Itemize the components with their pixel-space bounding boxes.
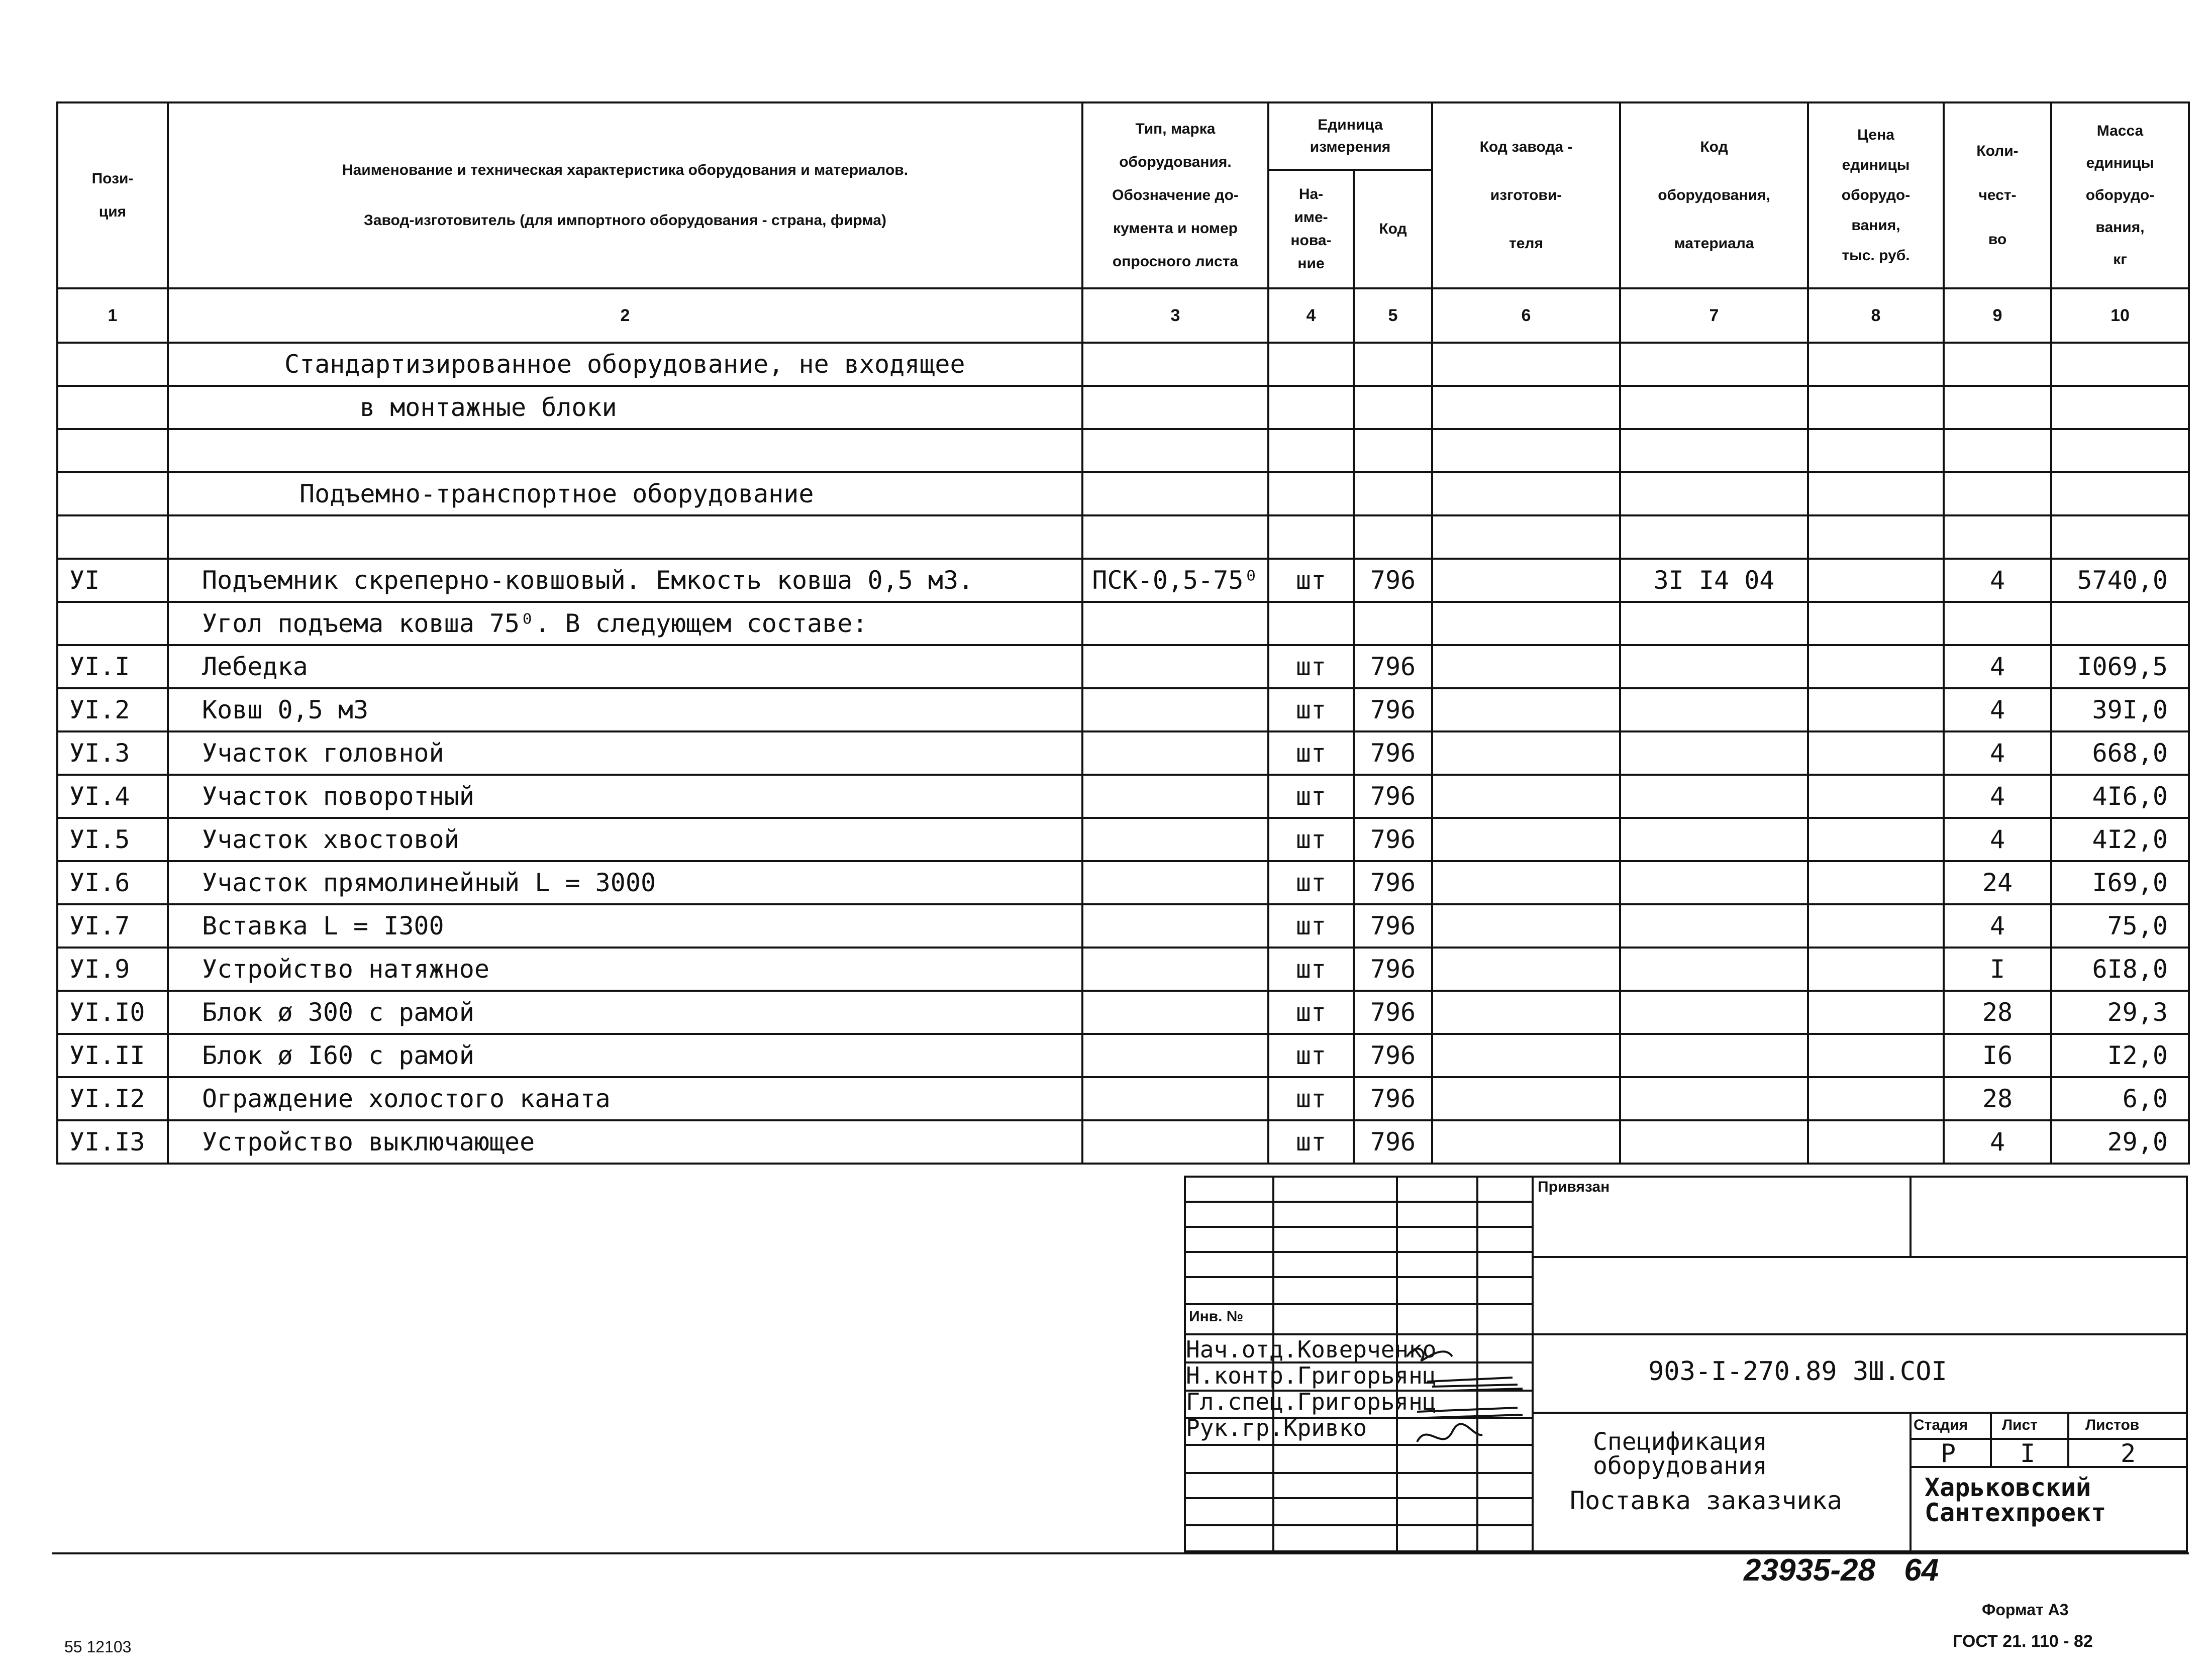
item-mass: 5740,0	[2051, 559, 2189, 602]
item-unit: шт	[1268, 904, 1354, 948]
table-row	[57, 645, 2189, 688]
item-mass: 6I8,0	[2051, 948, 2189, 991]
item-position: УI.3	[57, 731, 168, 775]
item-type	[1082, 775, 1268, 818]
col-number-8: 8	[1808, 288, 1944, 343]
inventory-number-label: Инв. №	[1189, 1308, 1244, 1325]
signature-role: Рук.гр.	[1186, 1414, 1283, 1441]
table-row	[57, 688, 2189, 731]
item-mass: I69,0	[2051, 861, 2189, 904]
item-price	[1808, 991, 1944, 1034]
item-name: Вставка L = I300	[168, 904, 1082, 948]
item-type	[1082, 861, 1268, 904]
item-type	[1082, 948, 1268, 991]
item-equipment-code	[1620, 645, 1808, 688]
header-name: Наименование и техническая характеристика оборудования и материалов. Завод-изготовитель (для импортного оборудования - страна, фирма)	[168, 102, 1082, 288]
item-name: Лебедка	[168, 645, 1082, 688]
item-price	[1808, 645, 1944, 688]
table-row	[57, 1120, 2189, 1164]
item-unit-code: 796	[1354, 559, 1432, 602]
section-title: в монтажные блоки	[168, 386, 1082, 429]
item-position: УI	[57, 559, 168, 602]
item-maker-code	[1432, 948, 1620, 991]
item-equipment-code	[1620, 948, 1808, 991]
item-mass: 4I6,0	[2051, 775, 2189, 818]
item-unit-code: 796	[1354, 775, 1432, 818]
item-unit-code: 796	[1354, 1120, 1432, 1164]
print-code: 55 12103	[64, 1638, 132, 1656]
table-row	[57, 991, 2189, 1034]
table-row	[57, 559, 2189, 602]
item-position: УI.4	[57, 775, 168, 818]
header-mass: Масса единицы оборудо- вания, кг	[2051, 102, 2189, 288]
item-unit: шт	[1268, 559, 1354, 602]
item-quantity: 4	[1944, 1120, 2051, 1164]
section-title: Стандартизированное оборудование, не входящее	[168, 343, 1082, 386]
col-number-6: 6	[1432, 288, 1620, 343]
organization-line: Харьковский	[1925, 1473, 2091, 1502]
item-type: ПСК-0,5-75⁰	[1082, 559, 1268, 602]
signature-name: Кривко	[1283, 1414, 1367, 1441]
item-unit: шт	[1268, 818, 1354, 861]
item-unit-code: 796	[1354, 861, 1432, 904]
table-row	[57, 1034, 2189, 1077]
item-name: Участок головной	[168, 731, 1082, 775]
gost-label: ГОСТ 21. 110 - 82	[1953, 1632, 2093, 1651]
item-equipment-code	[1620, 904, 1808, 948]
item-quantity: 4	[1944, 775, 2051, 818]
item-unit-code: 796	[1354, 818, 1432, 861]
archive-number-value: 23935-28	[1744, 1553, 1876, 1588]
item-equipment-code	[1620, 861, 1808, 904]
stage-label: Стадия	[1914, 1417, 1968, 1433]
item-quantity: 4	[1944, 904, 2051, 948]
document-title-line: Спецификация	[1593, 1428, 1767, 1456]
item-price	[1808, 1034, 1944, 1077]
item-unit-code: 796	[1354, 904, 1432, 948]
item-quantity: 24	[1944, 861, 2051, 904]
table-row	[57, 948, 2189, 991]
item-equipment-code	[1620, 1077, 1808, 1120]
item-unit: шт	[1268, 1034, 1354, 1077]
item-mass: I069,5	[2051, 645, 2189, 688]
handwritten-signatures-icon	[1397, 1336, 1533, 1457]
item-maker-code	[1432, 775, 1620, 818]
sheets-value: 2	[2121, 1439, 2136, 1468]
document-title-line: оборудования	[1593, 1452, 1767, 1480]
item-position: УI.I2	[57, 1077, 168, 1120]
item-unit-code: 796	[1354, 731, 1432, 775]
organization-name	[1925, 1475, 2106, 1525]
item-mass: 4I2,0	[2051, 818, 2189, 861]
signature-role: Н.контр.	[1186, 1362, 1297, 1389]
section-row	[57, 386, 2189, 429]
item-type	[1082, 818, 1268, 861]
item-position: УI.I0	[57, 991, 168, 1034]
item-maker-code	[1432, 991, 1620, 1034]
signature-name: Коверченко	[1297, 1336, 1437, 1363]
item-equipment-code	[1620, 775, 1808, 818]
stage-value: Р	[1941, 1439, 1956, 1468]
format-label: Формат А3	[1982, 1601, 2069, 1619]
section-title: Подъемно-транспортное оборудование	[168, 472, 1082, 515]
item-unit: шт	[1268, 731, 1354, 775]
header-quantity: Коли- чест- во	[1944, 102, 2051, 288]
page-number: 64	[1904, 1553, 1939, 1588]
item-quantity: 4	[1944, 559, 2051, 602]
signature-name: Григорьянц	[1297, 1362, 1437, 1389]
item-unit-code: 796	[1354, 991, 1432, 1034]
signature-name: Григорьянц	[1297, 1388, 1437, 1415]
item-name: Блок ø I60 с рамой	[168, 1034, 1082, 1077]
item-price	[1808, 688, 1944, 731]
item-name: Блок ø 300 с рамой	[168, 991, 1082, 1034]
item-quantity: 4	[1944, 731, 2051, 775]
item-price	[1808, 1120, 1944, 1164]
item-unit-code: 796	[1354, 948, 1432, 991]
item-name: Участок поворотный	[168, 775, 1082, 818]
item-unit-code: 796	[1354, 1034, 1432, 1077]
item-unit-code: 796	[1354, 688, 1432, 731]
item-unit: шт	[1268, 775, 1354, 818]
item-maker-code	[1432, 1077, 1620, 1120]
item-unit: шт	[1268, 1120, 1354, 1164]
header-unit: Единица измерения	[1268, 102, 1432, 170]
item-maker-code	[1432, 1120, 1620, 1164]
col-number-9: 9	[1944, 288, 2051, 343]
item-price	[1808, 904, 1944, 948]
sheet-value: I	[2020, 1439, 2036, 1468]
privyazan-label: Привязан	[1538, 1179, 1610, 1195]
col-number-7: 7	[1620, 288, 1808, 343]
table-row	[57, 861, 2189, 904]
item-mass: 6,0	[2051, 1077, 2189, 1120]
sheet-label: Лист	[2002, 1417, 2038, 1433]
item-quantity: 28	[1944, 1077, 2051, 1120]
col-number-1: 1	[57, 288, 168, 343]
item-position: УI.I	[57, 645, 168, 688]
organization-line: Сантехпроект	[1925, 1498, 2106, 1527]
item-name: Устройство натяжное	[168, 948, 1082, 991]
item-equipment-code	[1620, 688, 1808, 731]
item-position: УI.I3	[57, 1120, 168, 1164]
item-name: Подъемник скреперно-ковшовый. Емкость ковша 0,5 м3.	[168, 559, 1082, 602]
item-mass: 39I,0	[2051, 688, 2189, 731]
item-position: УI.7	[57, 904, 168, 948]
col-number-10: 10	[2051, 288, 2189, 343]
header-maker-code: Код завода - изготови- теля	[1432, 102, 1620, 288]
item-name: Участок хвостовой	[168, 818, 1082, 861]
item-position: УI.5	[57, 818, 168, 861]
table-row	[57, 731, 2189, 775]
header-equipment-code: Код оборудования, материала	[1620, 102, 1808, 288]
item-maker-code	[1432, 818, 1620, 861]
item-type	[1082, 904, 1268, 948]
item-name: Ковш 0,5 м3	[168, 688, 1082, 731]
table-row	[57, 602, 2189, 645]
sheets-label: Листов	[2085, 1417, 2140, 1433]
item-price	[1808, 818, 1944, 861]
item-type	[1082, 645, 1268, 688]
item-equipment-code	[1620, 818, 1808, 861]
delivery-note: Поставка заказчика	[1570, 1486, 1842, 1515]
item-price	[1808, 1077, 1944, 1120]
item-maker-code	[1432, 559, 1620, 602]
item-maker-code	[1432, 731, 1620, 775]
document-title	[1593, 1430, 1767, 1478]
item-name: Участок прямолинейный L = 3000	[168, 861, 1082, 904]
header-unit-code: Код	[1354, 170, 1432, 288]
item-type	[1082, 991, 1268, 1034]
item-quantity: 4	[1944, 645, 2051, 688]
item-quantity: I6	[1944, 1034, 2051, 1077]
item-name: Ограждение холостого каната	[168, 1077, 1082, 1120]
table-row	[57, 775, 2189, 818]
header-unit-name: На- име- нова- ние	[1268, 170, 1354, 288]
item-unit: шт	[1268, 948, 1354, 991]
item-unit: шт	[1268, 645, 1354, 688]
item-type	[1082, 1120, 1268, 1164]
item-unit-code: 796	[1354, 645, 1432, 688]
item-position: УI.9	[57, 948, 168, 991]
col-number-2: 2	[168, 288, 1082, 343]
item-quantity: 4	[1944, 818, 2051, 861]
empty-row	[57, 515, 2189, 559]
header-price: Цена единицы оборудо- вания, тыс. руб.	[1808, 102, 1944, 288]
table-row	[57, 1077, 2189, 1120]
specification-table	[56, 101, 2190, 1165]
item-maker-code	[1432, 1034, 1620, 1077]
item-price	[1808, 861, 1944, 904]
item-unit: шт	[1268, 1077, 1354, 1120]
item-unit-code: 796	[1354, 1077, 1432, 1120]
item-maker-code	[1432, 861, 1620, 904]
item-equipment-code	[1620, 1034, 1808, 1077]
item-mass: 29,3	[2051, 991, 2189, 1034]
table-row	[57, 818, 2189, 861]
archive-number	[1744, 1552, 1939, 1588]
item-quantity: I	[1944, 948, 2051, 991]
item-position: УI.6	[57, 861, 168, 904]
item-price	[1808, 559, 1944, 602]
item-price	[1808, 948, 1944, 991]
item-position: УI.II	[57, 1034, 168, 1077]
item-mass: 29,0	[2051, 1120, 2189, 1164]
item-mass: I2,0	[2051, 1034, 2189, 1077]
document-code: 903-I-270.89 ЗШ.СОI	[1648, 1356, 1947, 1387]
section-row	[57, 343, 2189, 386]
item-mass: 668,0	[2051, 731, 2189, 775]
item-type	[1082, 1077, 1268, 1120]
col-number-3: 3	[1082, 288, 1268, 343]
item-quantity: 28	[1944, 991, 2051, 1034]
item-type	[1082, 731, 1268, 775]
item-maker-code	[1432, 688, 1620, 731]
item-equipment-code	[1620, 731, 1808, 775]
section-row	[57, 472, 2189, 515]
item-name-continued: Угол подъема ковша 75⁰. В следующем составе:	[168, 602, 1082, 645]
item-equipment-code	[1620, 1120, 1808, 1164]
col-number-5: 5	[1354, 288, 1432, 343]
item-mass: 75,0	[2051, 904, 2189, 948]
item-quantity: 4	[1944, 688, 2051, 731]
signature-role: Нач.отд.	[1186, 1336, 1297, 1363]
item-unit: шт	[1268, 991, 1354, 1034]
item-maker-code	[1432, 904, 1620, 948]
item-price	[1808, 775, 1944, 818]
item-maker-code	[1432, 645, 1620, 688]
item-equipment-code: 3I I4 04	[1620, 559, 1808, 602]
item-name: Устройство выключающее	[168, 1120, 1082, 1164]
item-unit: шт	[1268, 688, 1354, 731]
empty-row	[57, 429, 2189, 472]
item-type	[1082, 688, 1268, 731]
item-equipment-code	[1620, 991, 1808, 1034]
header-type: Тип, марка оборудования. Обозначение до- кумента и номер опросного листа	[1082, 102, 1268, 288]
header-position: Пози- ция	[57, 102, 168, 288]
item-type	[1082, 1034, 1268, 1077]
signature-role: Гл.спец.	[1186, 1388, 1297, 1415]
item-price	[1808, 731, 1944, 775]
column-numbers-row	[57, 288, 2189, 343]
item-unit: шт	[1268, 861, 1354, 904]
item-position: УI.2	[57, 688, 168, 731]
col-number-4: 4	[1268, 288, 1354, 343]
table-row	[57, 904, 2189, 948]
